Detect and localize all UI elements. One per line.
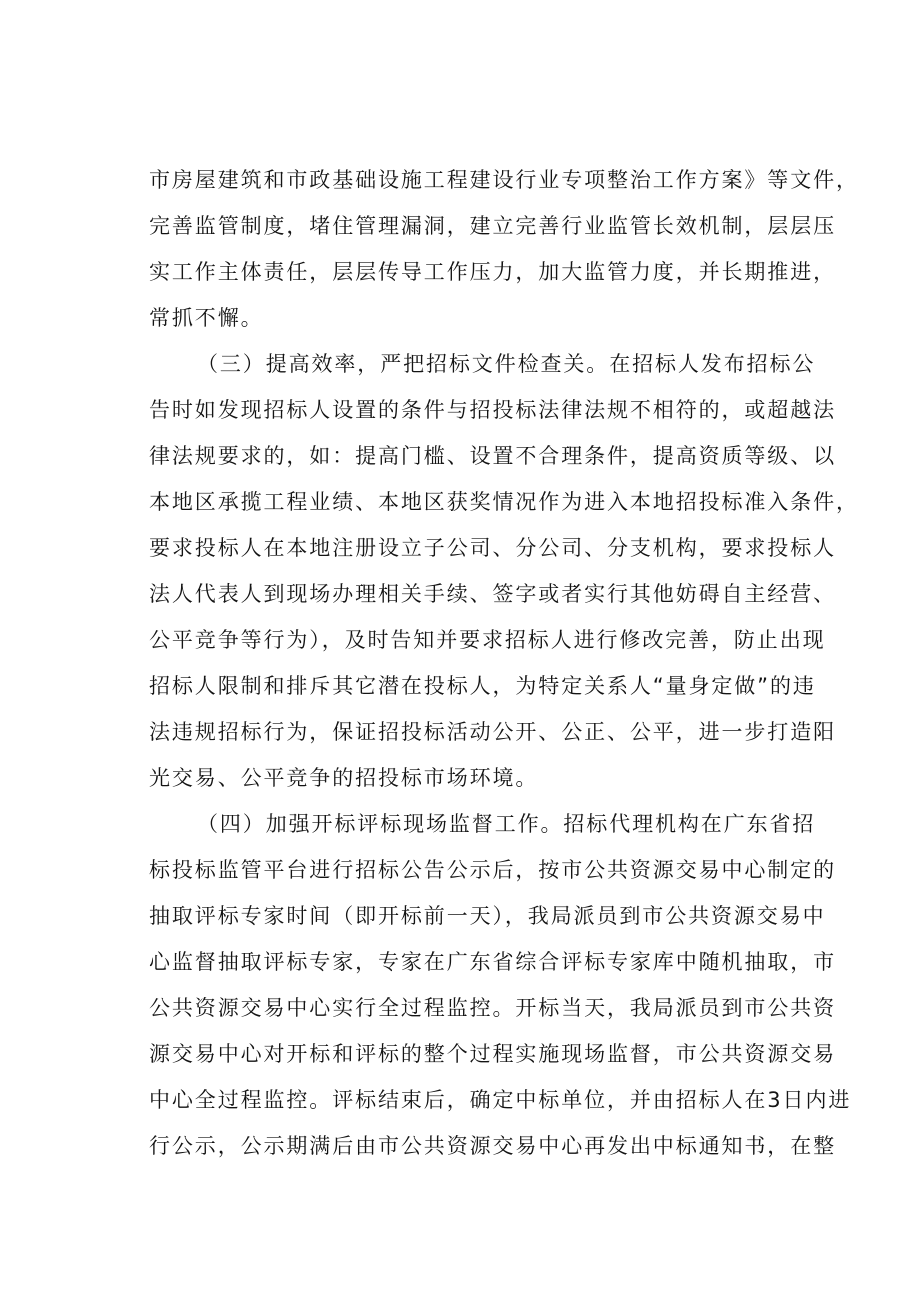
text-line: 律法规要求的，如：提高门槛、设置不合理条件，提高资质等级、以 <box>149 444 836 468</box>
text-line: 市房屋建筑和市政基础设施工程建设行业专项整治工作方案》等文件， <box>149 168 859 192</box>
text-line: 完善监管制度，堵住管理漏洞，建立完善行业监管长效机制，层层压 <box>149 214 836 238</box>
text-line: 源交易中心对开标和评标的整个过程实施现场监督，市公共资源交易 <box>149 1042 836 1066</box>
text-line: 法人代表人到现场办理相关手续、签字或者实行其他妨碍自主经营、 <box>149 582 836 606</box>
text-line: 本地区承揽工程业绩、本地区获奖情况作为进入本地招投标准入条件， <box>149 490 859 514</box>
text-line: 心监督抽取评标专家，专家在广东省综合评标专家库中随机抽取，市 <box>149 950 836 974</box>
text-line: 招标人限制和排斥其它潜在投标人，为特定关系人“量身定做”的违 <box>149 674 816 698</box>
text-line: 行公示，公示期满后由市公共资源交易中心再发出中标通知书，在整 <box>149 1134 836 1158</box>
text-line: 公平竞争等行为），及时告知并要求招标人进行修改完善，防止出现 <box>149 628 826 652</box>
text-line: 常抓不懈。 <box>149 306 264 330</box>
text-line: 法违规招标行为，保证招投标活动公开、公正、公平，进一步打造阳 <box>149 720 836 744</box>
text-line: 标投标监管平台进行招标公告公示后，按市公共资源交易中心制定的 <box>149 858 836 882</box>
text-line: 光交易、公平竞争的招投标市场环境。 <box>149 766 539 790</box>
text-line: 实工作主体责任，层层传导工作压力，加大监管力度，并长期推进， <box>149 260 836 284</box>
text-line: 抽取评标专家时间（即开标前一天），我局派员到市公共资源交易中 <box>149 904 826 928</box>
text-line: 要求投标人在本地注册设立子公司、分公司、分支机构，要求投标人 <box>149 536 836 560</box>
text-line: 公共资源交易中心实行全过程监控。开标当天，我局派员到市公共资 <box>149 996 836 1020</box>
paragraph-heading-line: （四）加强开标评标现场监督工作。招标代理机构在广东省招 <box>197 812 816 836</box>
text-line: 告时如发现招标人设置的条件与招投标法律法规不相符的，或超越法 <box>149 398 836 422</box>
paragraph-heading-line: （三）提高效率，严把招标文件检查关。在招标人发布招标公 <box>197 352 816 376</box>
text-line: 中心全过程监控。评标结束后，确定中标单位，并由招标人在3日内进 <box>149 1088 852 1112</box>
